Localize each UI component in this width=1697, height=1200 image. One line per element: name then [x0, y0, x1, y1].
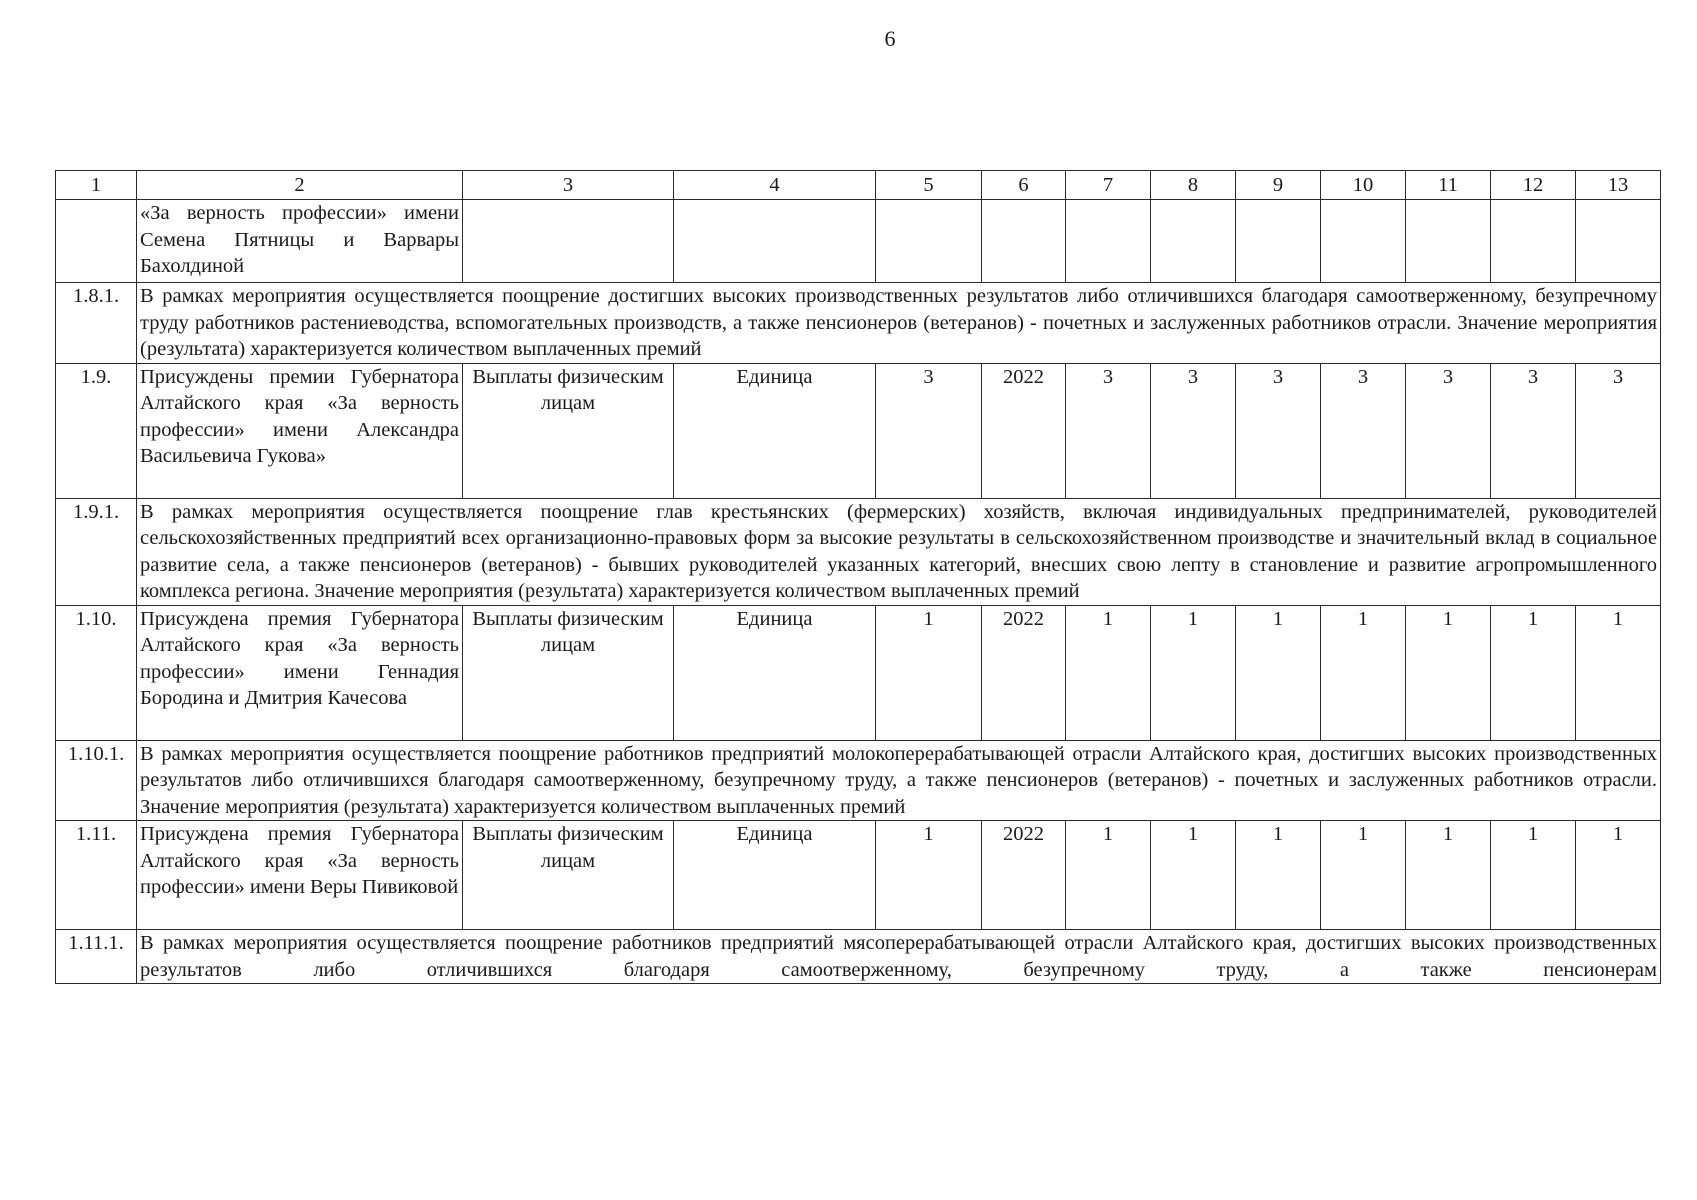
empty-cell — [1236, 200, 1321, 283]
header-cell: 9 — [1236, 171, 1321, 200]
description-row — [56, 283, 1661, 364]
value-cell: 1 — [1066, 821, 1151, 930]
year-cell: 2022 — [982, 363, 1066, 498]
indicator-name-cell: Присуждена премия Губернатора Алтайского края «За верность профессии» имени Геннадия Бородина и Дмитрия Качесова — [137, 605, 463, 740]
header-cell: 5 — [876, 171, 982, 200]
value-cell: 3 — [1576, 363, 1661, 498]
indicators-table — [55, 170, 1661, 984]
row-number-cell: 1.10. — [56, 605, 137, 740]
empty-cell — [1321, 200, 1406, 283]
row-number-cell: 1.11.1. — [56, 930, 137, 984]
header-cell: 3 — [463, 171, 674, 200]
value-cell: 1 — [1151, 821, 1236, 930]
value-cell: 1 — [1406, 821, 1491, 930]
table-row — [56, 363, 1661, 498]
value-cell: 1 — [876, 605, 982, 740]
value-cell: 3 — [1066, 363, 1151, 498]
value-cell: 1 — [1406, 605, 1491, 740]
empty-cell — [674, 200, 876, 283]
header-cell: 12 — [1491, 171, 1576, 200]
description-row — [56, 498, 1661, 605]
row-number-cell: 1.8.1. — [56, 283, 137, 364]
table-row — [56, 605, 1661, 740]
description-cell: В рамках мероприятия осуществляется поощрение работников предприятий мясоперерабатывающей отрасли Алтайского края, достигших высоких производственных результатов либо отличившихся благодаря самоотверженному, безупречному труду, а также пенсионерам — [137, 930, 1661, 984]
empty-cell — [463, 200, 674, 283]
row-number-cell: 1.9. — [56, 363, 137, 498]
result-type-cell: Выплаты физическим лицам — [463, 363, 674, 498]
description-cell: В рамках мероприятия осуществляется поощрение работников предприятий молокоперерабатывающей отрасли Алтайского края, достигших высоких производственных результатов либо отличившихся благодаря самоотверженному, безупречному труду, а также пенсионеров (ветеранов) - почетных и заслуженных работников отрасли. Значение мероприятия (результата) характеризуется количеством выплаченных премий — [137, 740, 1661, 821]
header-cell: 6 — [982, 171, 1066, 200]
value-cell: 1 — [1236, 605, 1321, 740]
indicator-name-cell: Присуждены премии Губернатора Алтайского края «За верность профессии» имени Александра Васильевича Гукова» — [137, 363, 463, 498]
header-cell: 10 — [1321, 171, 1406, 200]
value-cell: 1 — [876, 821, 982, 930]
value-cell: 1 — [1576, 605, 1661, 740]
value-cell: 3 — [1236, 363, 1321, 498]
empty-cell — [876, 200, 982, 283]
indicator-name-cell: Присуждена премия Губернатора Алтайского края «За верность профессии» имени Веры Пивиковой — [137, 821, 463, 930]
empty-cell — [982, 200, 1066, 283]
empty-cell — [1066, 200, 1151, 283]
value-cell: 1 — [1151, 605, 1236, 740]
value-cell: 3 — [1491, 363, 1576, 498]
unit-cell: Единица — [674, 605, 876, 740]
header-cell: 4 — [674, 171, 876, 200]
description-row — [56, 930, 1661, 984]
header-cell: 11 — [1406, 171, 1491, 200]
value-cell: 1 — [1066, 605, 1151, 740]
value-cell: 1 — [1236, 821, 1321, 930]
value-cell: 1 — [1576, 821, 1661, 930]
unit-cell: Единица — [674, 363, 876, 498]
value-cell: 1 — [1321, 605, 1406, 740]
result-type-cell: Выплаты физическим лицам — [463, 605, 674, 740]
description-cell: В рамках мероприятия осуществляется поощрение глав крестьянских (фермерских) хозяйств, включая индивидуальных предпринимателей, руководителей сельскохозяйственных предприятий всех организационно-правовых форм за высокие результаты в сельскохозяйственном производстве и значительный вклад в социальное развитие села, а также пенсионеров (ветеранов) - бывших руководителей указанных категорий, внесших свою лепту в становление и развитие агропромышленного комплекса региона. Значение мероприятия (результата) характеризуется количеством выплаченных премий — [137, 498, 1661, 605]
header-cell: 7 — [1066, 171, 1151, 200]
page-number: 6 — [884, 26, 896, 51]
description-cell: В рамках мероприятия осуществляется поощрение достигших высоких производственных результатов либо отличившихся благодаря самоотверженному, безупречному труду работников растениеводства, вспомогательных производств, а также пенсионеров (ветеранов) - почетных и заслуженных работников отрасли. Значение мероприятия (результата) характеризуется количеством выплаченных премий — [137, 283, 1661, 364]
result-type-cell: Выплаты физическим лицам — [463, 821, 674, 930]
table-row — [56, 821, 1661, 930]
header-cell: 8 — [1151, 171, 1236, 200]
empty-cell — [1576, 200, 1661, 283]
row-number-cell: 1.11. — [56, 821, 137, 930]
row-number-cell: 1.9.1. — [56, 498, 137, 605]
row-number-cell: 1.10.1. — [56, 740, 137, 821]
header-cell: 2 — [137, 171, 463, 200]
value-cell: 3 — [1151, 363, 1236, 498]
empty-cell — [1151, 200, 1236, 283]
value-cell: 1 — [1491, 821, 1576, 930]
value-cell: 1 — [1321, 821, 1406, 930]
indicator-name-cell: «За верность профессии» имени Семена Пятницы и Варвары Бахолдиной — [137, 200, 463, 283]
value-cell: 3 — [876, 363, 982, 498]
value-cell: 3 — [1406, 363, 1491, 498]
description-row — [56, 740, 1661, 821]
value-cell: 1 — [1491, 605, 1576, 740]
value-cell: 3 — [1321, 363, 1406, 498]
year-cell: 2022 — [982, 821, 1066, 930]
row-number-cell — [56, 200, 137, 283]
empty-cell — [1491, 200, 1576, 283]
empty-cell — [1406, 200, 1491, 283]
header-row — [56, 171, 1661, 200]
unit-cell: Единица — [674, 821, 876, 930]
header-cell: 1 — [56, 171, 137, 200]
header-cell: 13 — [1576, 171, 1661, 200]
year-cell: 2022 — [982, 605, 1066, 740]
table-row — [56, 200, 1661, 283]
